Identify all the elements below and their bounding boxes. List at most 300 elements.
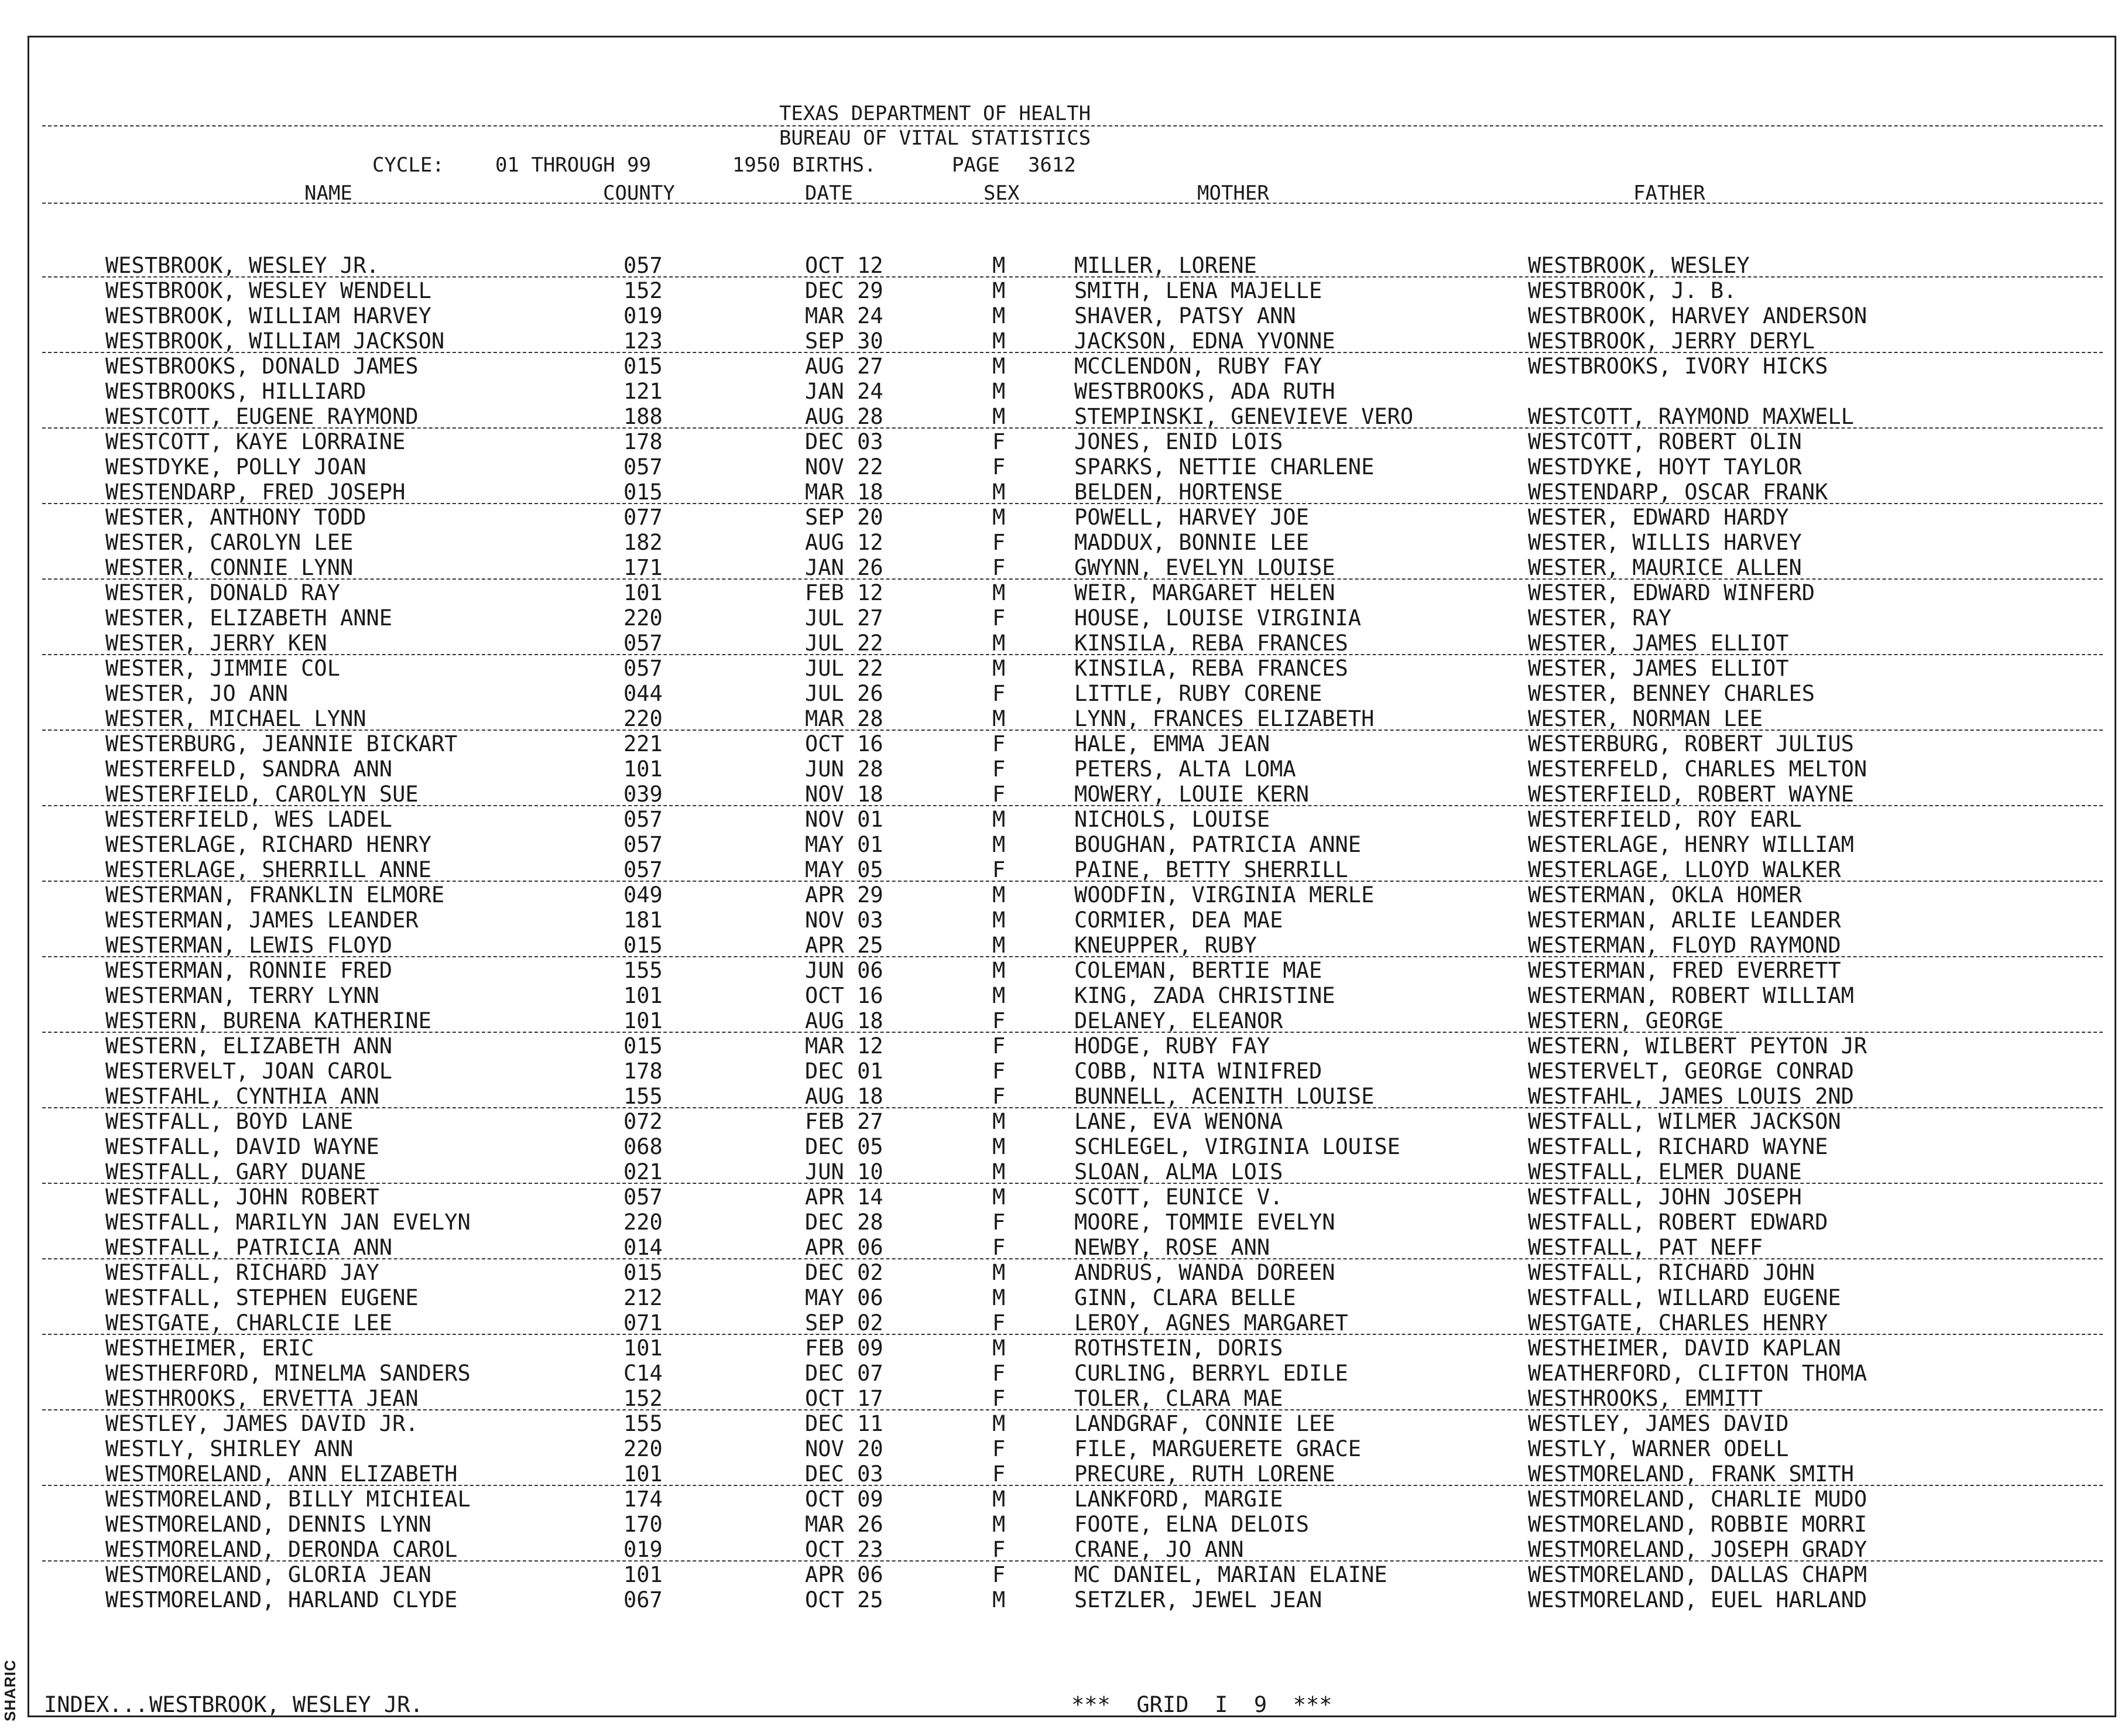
cell-name: WESTERMAN, JAMES LEANDER <box>105 908 419 933</box>
cell-name: WESTGATE, CHARLCIE LEE <box>105 1310 393 1336</box>
cell-sex: M <box>992 354 1006 379</box>
cell-mother: MADDUX, BONNIE LEE <box>1074 530 1309 555</box>
footer-index-value: WESTBROOK, WESLEY JR. <box>149 1692 423 1717</box>
cell-date: NOV 20 <box>805 1436 883 1461</box>
cell-date: JAN 24 <box>805 379 883 404</box>
cell-name: WESTERN, BURENA KATHERINE <box>105 1008 431 1033</box>
cell-name: WESTFALL, JOHN ROBERT <box>105 1184 379 1210</box>
cell-county: 178 <box>623 429 663 454</box>
cell-father: WESTER, EDWARD WINFERD <box>1528 580 1815 605</box>
cell-name: WESTMORELAND, DERONDA CAROL <box>105 1537 458 1562</box>
cell-name: WESTERLAGE, RICHARD HENRY <box>105 832 431 857</box>
cell-sex: M <box>992 505 1006 530</box>
cell-father: WESTBROOKS, IVORY HICKS <box>1528 354 1828 379</box>
cell-name: WESTER, DONALD RAY <box>105 580 340 605</box>
cell-mother: SPARKS, NETTIE CHARLENE <box>1074 454 1375 480</box>
table-row <box>0 1336 2128 1361</box>
row-group-divider <box>42 654 2103 655</box>
col-header-name: NAME <box>304 182 352 205</box>
page-number: 3612 <box>1027 153 1076 177</box>
cell-name: WESTERLAGE, SHERRILL ANNE <box>105 857 431 882</box>
cell-mother: JACKSON, EDNA YVONNE <box>1074 328 1335 354</box>
cell-name: WESTER, CONNIE LYNN <box>105 555 354 580</box>
cell-date: APR 14 <box>805 1184 883 1210</box>
table-row <box>0 404 2128 429</box>
cell-father: WESTERMAN, ARLIE LEANDER <box>1528 908 1841 933</box>
cell-date: APR 29 <box>805 882 883 908</box>
cell-date: AUG 18 <box>805 1084 883 1109</box>
cell-mother: SCHLEGEL, VIRGINIA LOUISE <box>1074 1134 1400 1159</box>
cell-father: WESTERFELD, CHARLES MELTON <box>1528 756 1867 782</box>
cell-mother: SCOTT, EUNICE V. <box>1074 1184 1283 1210</box>
cell-county: 212 <box>623 1285 663 1310</box>
table-row <box>0 1512 2128 1537</box>
table-row <box>0 958 2128 983</box>
cell-mother: SLOAN, ALMA LOIS <box>1074 1159 1283 1184</box>
cell-county: 044 <box>623 681 663 706</box>
cell-date: DEC 03 <box>805 1461 883 1487</box>
row-group-divider <box>42 276 2103 278</box>
table-row <box>0 933 2128 958</box>
cell-name: WESTERMAN, RONNIE FRED <box>105 958 393 983</box>
cell-father: WESTFALL, JOHN JOSEPH <box>1528 1184 1802 1210</box>
cell-county: 068 <box>623 1134 663 1159</box>
cell-mother: LANE, EVA WENONA <box>1074 1109 1283 1134</box>
cell-sex: M <box>992 832 1006 857</box>
cell-county: 182 <box>623 530 663 555</box>
cell-county: 057 <box>623 454 663 480</box>
cell-sex: M <box>992 1512 1006 1537</box>
cell-name: WESTBROOKS, DONALD JAMES <box>105 354 419 379</box>
cell-county: 221 <box>623 731 663 756</box>
cell-name: WESTFALL, STEPHEN EUGENE <box>105 1285 419 1310</box>
row-group-divider <box>42 805 2103 806</box>
table-row <box>0 505 2128 530</box>
cell-date: DEC 05 <box>805 1134 883 1159</box>
cell-date: APR 06 <box>805 1562 883 1587</box>
cell-name: WESTHROOKS, ERVETTA JEAN <box>105 1386 419 1411</box>
cell-father: WESTMORELAND, EUEL HARLAND <box>1528 1587 1867 1612</box>
cell-father: WESTER, JAMES ELLIOT <box>1528 656 1789 681</box>
cell-father: WESTFALL, ELMER DUANE <box>1528 1159 1802 1184</box>
cell-father: WESTBROOK, JERRY DERYL <box>1528 328 1815 354</box>
cell-sex: F <box>992 1008 1006 1033</box>
cell-county: 152 <box>623 1386 663 1411</box>
cell-county: 220 <box>623 605 663 631</box>
cell-county: 057 <box>623 253 663 278</box>
cell-date: JUL 27 <box>805 605 883 631</box>
cell-date: AUG 18 <box>805 1008 883 1033</box>
footer-index-label: INDEX... <box>44 1692 149 1717</box>
cell-father: WESTDYKE, HOYT TAYLOR <box>1528 454 1802 480</box>
bureau-title: BUREAU OF VITAL STATISTICS <box>779 126 1091 150</box>
cell-date: OCT 23 <box>805 1537 883 1562</box>
cell-name: WESTERBURG, JEANNIE BICKART <box>105 731 458 756</box>
cell-sex: M <box>992 958 1006 983</box>
cell-date: OCT 17 <box>805 1386 883 1411</box>
table-row <box>0 429 2128 454</box>
cell-sex: F <box>992 1537 1006 1562</box>
cell-county: 101 <box>623 580 663 605</box>
cell-mother: MOORE, TOMMIE EVELYN <box>1074 1210 1335 1235</box>
cell-mother: PETERS, ALTA LOMA <box>1074 756 1296 782</box>
cell-sex: M <box>992 631 1006 656</box>
row-group-divider <box>42 1032 2103 1033</box>
cell-date: APR 06 <box>805 1235 883 1260</box>
cell-date: MAY 05 <box>805 857 883 882</box>
cell-father: WESTMORELAND, FRANK SMITH <box>1528 1461 1854 1487</box>
cell-name: WESTERMAN, TERRY LYNN <box>105 983 379 1008</box>
cell-county: 071 <box>623 1310 663 1336</box>
cell-county: 077 <box>623 505 663 530</box>
cell-sex: M <box>992 1487 1006 1512</box>
cell-county: C14 <box>623 1361 663 1386</box>
table-row <box>0 706 2128 731</box>
table-row <box>0 454 2128 480</box>
cell-father: WESTMORELAND, DALLAS CHAPM <box>1528 1562 1867 1587</box>
cell-county: 101 <box>623 1336 663 1361</box>
cell-name: WESTBROOK, WESLEY WENDELL <box>105 278 431 303</box>
cell-date: JUL 26 <box>805 681 883 706</box>
cell-date: MAR 24 <box>805 303 883 328</box>
cell-sex: M <box>992 480 1006 505</box>
cell-name: WESTHERFORD, MINELMA SANDERS <box>105 1361 471 1386</box>
cell-mother: TOLER, CLARA MAE <box>1074 1386 1283 1411</box>
cell-name: WESTFALL, PATRICIA ANN <box>105 1235 393 1260</box>
cell-county: 155 <box>623 1411 663 1436</box>
cell-date: NOV 03 <box>805 908 883 933</box>
cell-mother: STEMPINSKI, GENEVIEVE VERO <box>1074 404 1414 429</box>
cell-county: 178 <box>623 1059 663 1084</box>
cell-name: WESTERFIELD, CAROLYN SUE <box>105 782 419 807</box>
cell-mother: ANDRUS, WANDA DOREEN <box>1074 1260 1335 1285</box>
cell-sex: M <box>992 1285 1006 1310</box>
table-row <box>0 731 2128 756</box>
cell-sex: F <box>992 731 1006 756</box>
row-group-divider <box>42 427 2103 429</box>
cell-mother: HODGE, RUBY FAY <box>1074 1033 1270 1059</box>
cell-father: WESTERVELT, GEORGE CONRAD <box>1528 1059 1854 1084</box>
cell-county: 171 <box>623 555 663 580</box>
table-row <box>0 328 2128 354</box>
cell-sex: M <box>992 1260 1006 1285</box>
cell-father: WESTERLAGE, HENRY WILLIAM <box>1528 832 1854 857</box>
cell-mother: MC DANIEL, MARIAN ELAINE <box>1074 1562 1387 1587</box>
page-label: PAGE <box>951 153 1000 177</box>
cycle-value: 01 THROUGH 99 <box>495 153 652 177</box>
cell-name: WESTER, ELIZABETH ANNE <box>105 605 393 631</box>
cell-date: MAY 01 <box>805 832 883 857</box>
cell-county: 101 <box>623 1461 663 1487</box>
cell-date: OCT 16 <box>805 983 883 1008</box>
cell-county: 015 <box>623 1033 663 1059</box>
cell-county: 015 <box>623 933 663 958</box>
cell-father: WESTFALL, WILMER JACKSON <box>1528 1109 1841 1134</box>
cell-sex: F <box>992 605 1006 631</box>
cell-sex: M <box>992 328 1006 354</box>
row-group-divider <box>42 352 2103 353</box>
row-group-divider <box>42 730 2103 731</box>
cell-mother: JONES, ENID LOIS <box>1074 429 1283 454</box>
row-group-divider <box>42 1183 2103 1184</box>
cell-name: WESTER, CAROLYN LEE <box>105 530 354 555</box>
cell-father: WESTERMAN, OKLA HOMER <box>1528 882 1802 908</box>
row-group-divider <box>42 881 2103 882</box>
cell-father: WESTER, JAMES ELLIOT <box>1528 631 1789 656</box>
side-label: SHARIC <box>1 1659 19 1721</box>
cell-name: WESTERMAN, FRANKLIN ELMORE <box>105 882 445 908</box>
table-row <box>0 1562 2128 1587</box>
cell-date: MAY 06 <box>805 1285 883 1310</box>
cell-date: OCT 09 <box>805 1487 883 1512</box>
cell-mother: SETZLER, JEWEL JEAN <box>1074 1587 1322 1612</box>
cell-date: SEP 30 <box>805 328 883 354</box>
table-row <box>0 379 2128 404</box>
table-row <box>0 681 2128 706</box>
col-header-county: COUNTY <box>603 182 675 205</box>
cell-sex: M <box>992 807 1006 832</box>
table-row <box>0 1235 2128 1260</box>
cell-father: WESTFAHL, JAMES LOUIS 2ND <box>1528 1084 1854 1109</box>
cell-date: FEB 12 <box>805 580 883 605</box>
cell-father: WESTERFIELD, ROY EARL <box>1528 807 1802 832</box>
cell-name: WESTER, JIMMIE COL <box>105 656 340 681</box>
cell-name: WESTMORELAND, DENNIS LYNN <box>105 1512 431 1537</box>
cell-name: WESTER, MICHAEL LYNN <box>105 706 366 731</box>
cell-mother: NEWBY, ROSE ANN <box>1074 1235 1270 1260</box>
cell-father: WESTERFIELD, ROBERT WAYNE <box>1528 782 1854 807</box>
cell-date: OCT 25 <box>805 1587 883 1612</box>
cell-sex: F <box>992 756 1006 782</box>
table-row <box>0 480 2128 505</box>
row-group-divider <box>42 1258 2103 1259</box>
row-group-divider <box>42 503 2103 504</box>
cell-county: 181 <box>623 908 663 933</box>
cell-county: 123 <box>623 328 663 354</box>
cell-county: 049 <box>623 882 663 908</box>
cell-father: WESTERLAGE, LLOYD WALKER <box>1528 857 1841 882</box>
cell-sex: M <box>992 933 1006 958</box>
cell-county: 021 <box>623 1159 663 1184</box>
cell-date: JAN 26 <box>805 555 883 580</box>
cell-father: WESTER, EDWARD HARDY <box>1528 505 1789 530</box>
table-row <box>0 1033 2128 1059</box>
table-row <box>0 1386 2128 1411</box>
cell-name: WESTFALL, BOYD LANE <box>105 1109 354 1134</box>
cell-sex: F <box>992 1235 1006 1260</box>
cell-father: WESTFALL, WILLARD EUGENE <box>1528 1285 1841 1310</box>
table-row <box>0 631 2128 656</box>
cell-father: WESTFALL, RICHARD WAYNE <box>1528 1134 1828 1159</box>
cell-county: 057 <box>623 807 663 832</box>
cell-mother: HOUSE, LOUISE VIRGINIA <box>1074 605 1362 631</box>
cell-father: WESTERMAN, FRED EVERRETT <box>1528 958 1841 983</box>
cell-sex: F <box>992 1310 1006 1336</box>
cell-name: WESTMORELAND, ANN ELIZABETH <box>105 1461 458 1487</box>
cell-sex: M <box>992 278 1006 303</box>
table-row <box>0 303 2128 328</box>
cell-father: WESTFALL, PAT NEFF <box>1528 1235 1763 1260</box>
cell-mother: MCCLENDON, RUBY FAY <box>1074 354 1322 379</box>
cell-mother: LITTLE, RUBY CORENE <box>1074 681 1322 706</box>
cell-mother: NICHOLS, LOUISE <box>1074 807 1270 832</box>
cell-sex: M <box>992 580 1006 605</box>
cell-county: 057 <box>623 1184 663 1210</box>
cell-mother: CRANE, JO ANN <box>1074 1537 1244 1562</box>
row-group-divider <box>42 1334 2103 1335</box>
cell-date: AUG 27 <box>805 354 883 379</box>
cell-father: WESTGATE, CHARLES HENRY <box>1528 1310 1828 1336</box>
cell-date: DEC 11 <box>805 1411 883 1436</box>
table-row <box>0 1436 2128 1461</box>
cell-mother: MOWERY, LOUIE KERN <box>1074 782 1309 807</box>
table-row <box>0 1487 2128 1512</box>
cell-county: 067 <box>623 1587 663 1612</box>
table-row <box>0 278 2128 303</box>
cell-county: 101 <box>623 756 663 782</box>
cell-date: JUN 06 <box>805 958 883 983</box>
cell-sex: F <box>992 1461 1006 1487</box>
table-row <box>0 1537 2128 1562</box>
cell-mother: COLEMAN, BERTIE MAE <box>1074 958 1322 983</box>
cell-father: WESTBROOK, HARVEY ANDERSON <box>1528 303 1867 328</box>
cell-mother: CORMIER, DEA MAE <box>1074 908 1283 933</box>
cell-mother: SMITH, LENA MAJELLE <box>1074 278 1322 303</box>
table-row <box>0 1260 2128 1285</box>
table-row <box>0 354 2128 379</box>
cell-sex: F <box>992 857 1006 882</box>
cell-sex: M <box>992 253 1006 278</box>
cell-father: WESTERMAN, ROBERT WILLIAM <box>1528 983 1854 1008</box>
cell-date: SEP 02 <box>805 1310 883 1336</box>
cell-date: DEC 03 <box>805 429 883 454</box>
cell-father: WESTER, MAURICE ALLEN <box>1528 555 1802 580</box>
cell-date: FEB 09 <box>805 1336 883 1361</box>
cell-mother: PAINE, BETTY SHERRILL <box>1074 857 1348 882</box>
row-group-divider <box>42 1485 2103 1486</box>
cell-name: WESTER, JO ANN <box>105 681 288 706</box>
cell-date: DEC 28 <box>805 1210 883 1235</box>
cell-father: WESTERMAN, FLOYD RAYMOND <box>1528 933 1841 958</box>
cell-name: WESTFALL, RICHARD JAY <box>105 1260 379 1285</box>
cell-father: WESTER, BENNEY CHARLES <box>1528 681 1815 706</box>
header-divider-top <box>42 125 2103 126</box>
table-row <box>0 782 2128 807</box>
table-row <box>0 1184 2128 1210</box>
cell-date: MAR 18 <box>805 480 883 505</box>
cell-father: WESTHEIMER, DAVID KAPLAN <box>1528 1336 1841 1361</box>
table-row <box>0 1134 2128 1159</box>
cell-mother: DELANEY, ELEANOR <box>1074 1008 1283 1033</box>
table-row <box>0 857 2128 882</box>
cell-date: NOV 18 <box>805 782 883 807</box>
cell-county: 155 <box>623 1084 663 1109</box>
cell-sex: F <box>992 555 1006 580</box>
col-header-sex: SEX <box>984 182 1020 205</box>
row-group-divider <box>42 1560 2103 1562</box>
cell-name: WESTFALL, GARY DUANE <box>105 1159 366 1184</box>
cell-name: WESTLEY, JAMES DAVID JR. <box>105 1411 419 1436</box>
cell-name: WESTERMAN, LEWIS FLOYD <box>105 933 393 958</box>
table-row <box>0 1310 2128 1336</box>
cell-mother: CURLING, BERRYL EDILE <box>1074 1361 1348 1386</box>
agency-title: TEXAS DEPARTMENT OF HEALTH <box>779 102 1091 125</box>
cell-mother: LANDGRAF, CONNIE LEE <box>1074 1411 1335 1436</box>
cell-father: WESTFALL, ROBERT EDWARD <box>1528 1210 1828 1235</box>
cell-sex: M <box>992 908 1006 933</box>
cell-name: WESTERN, ELIZABETH ANN <box>105 1033 393 1059</box>
cell-sex: F <box>992 530 1006 555</box>
cell-date: MAR 12 <box>805 1033 883 1059</box>
cell-mother: PRECURE, RUTH LORENE <box>1074 1461 1335 1487</box>
cell-father: WESTERN, GEORGE <box>1528 1008 1724 1033</box>
cell-mother: GINN, CLARA BELLE <box>1074 1285 1296 1310</box>
cell-father: WESTERN, WILBERT PEYTON JR <box>1528 1033 1867 1059</box>
cell-county: 057 <box>623 832 663 857</box>
cell-mother: GWYNN, EVELYN LOUISE <box>1074 555 1335 580</box>
cell-name: WESTMORELAND, HARLAND CLYDE <box>105 1587 458 1612</box>
table-row <box>0 1084 2128 1109</box>
cell-date: JUN 28 <box>805 756 883 782</box>
cell-county: 121 <box>623 379 663 404</box>
cell-father: WESTHROOKS, EMMITT <box>1528 1386 1763 1411</box>
cell-mother: LYNN, FRANCES ELIZABETH <box>1074 706 1375 731</box>
cell-sex: M <box>992 1134 1006 1159</box>
cell-county: 174 <box>623 1487 663 1512</box>
cell-name: WESTDYKE, POLLY JOAN <box>105 454 366 480</box>
cell-father: WESTENDARP, OSCAR FRANK <box>1528 480 1828 505</box>
cell-date: SEP 20 <box>805 505 883 530</box>
table-row <box>0 530 2128 555</box>
cell-county: 039 <box>623 782 663 807</box>
table-row <box>0 1109 2128 1134</box>
cell-name: WESTBROOK, WILLIAM JACKSON <box>105 328 445 354</box>
cell-sex: M <box>992 882 1006 908</box>
cell-mother: LANKFORD, MARGIE <box>1074 1487 1283 1512</box>
cell-father: WESTBROOK, WESLEY <box>1528 253 1750 278</box>
cell-father: WESTMORELAND, JOSEPH GRADY <box>1528 1537 1867 1562</box>
cell-mother: FILE, MARGUERETE GRACE <box>1074 1436 1362 1461</box>
cell-name: WESTMORELAND, BILLY MICHIEAL <box>105 1487 471 1512</box>
cell-county: 170 <box>623 1512 663 1537</box>
table-row <box>0 807 2128 832</box>
cell-name: WESTBROOK, WILLIAM HARVEY <box>105 303 431 328</box>
cell-date: DEC 07 <box>805 1361 883 1386</box>
col-header-father: FATHER <box>1633 182 1705 205</box>
cell-father: WESTFALL, RICHARD JOHN <box>1528 1260 1815 1285</box>
table-row <box>0 1411 2128 1436</box>
cell-father: WESTMORELAND, ROBBIE MORRI <box>1528 1512 1867 1537</box>
cell-father: WESTBROOK, J. B. <box>1528 278 1737 303</box>
cell-father: WESTCOTT, ROBERT OLIN <box>1528 429 1802 454</box>
cell-name: WESTMORELAND, GLORIA JEAN <box>105 1562 431 1587</box>
cell-date: JUL 22 <box>805 656 883 681</box>
cell-date: DEC 02 <box>805 1260 883 1285</box>
cell-date: AUG 28 <box>805 404 883 429</box>
cell-name: WESTFAHL, CYNTHIA ANN <box>105 1084 379 1109</box>
cell-father: WESTLY, WARNER ODELL <box>1528 1436 1789 1461</box>
cell-name: WESTFALL, DAVID WAYNE <box>105 1134 379 1159</box>
cell-sex: M <box>992 303 1006 328</box>
cell-county: 057 <box>623 857 663 882</box>
page-number-line <box>1004 130 2128 177</box>
table-row <box>0 580 2128 605</box>
row-group-divider <box>42 1107 2103 1108</box>
cell-date: FEB 27 <box>805 1109 883 1134</box>
cell-name: WESTER, ANTHONY TODD <box>105 505 366 530</box>
cell-sex: M <box>992 656 1006 681</box>
cell-sex: M <box>992 983 1006 1008</box>
